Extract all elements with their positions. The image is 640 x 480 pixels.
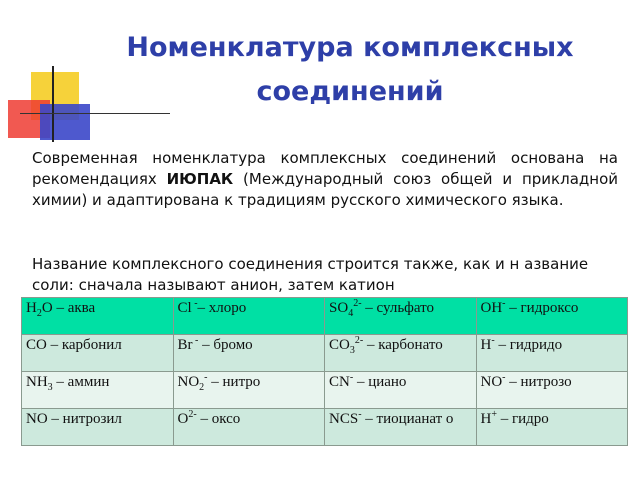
- ligand-table-body: [22, 298, 628, 446]
- ligand-name: – аммин: [52, 374, 110, 390]
- ligand-row: [22, 298, 628, 335]
- ligand-row: [22, 372, 628, 409]
- ligand-formula: O: [41, 300, 53, 316]
- ligand-formula: O: [177, 411, 189, 427]
- ligand-cell: [22, 298, 174, 335]
- ligand-name: – карбонато: [363, 337, 443, 353]
- ligand-name: – карбонил: [46, 337, 122, 353]
- ligand-formula: NCS: [329, 411, 359, 427]
- ligand-formula: OH: [480, 300, 503, 316]
- ligand-formula: H: [26, 300, 37, 316]
- ligand-formula: H: [480, 337, 492, 353]
- ligand-charge: 2-: [188, 409, 197, 420]
- slide-title-line2: соединений: [256, 76, 444, 107]
- ligand-charge: -: [502, 372, 506, 383]
- ligand-charge: 2-: [353, 298, 362, 309]
- ligand-formula: CO: [26, 337, 47, 353]
- ligand-cell: [325, 409, 477, 446]
- ligand-cell: [173, 298, 325, 335]
- slide-title: [70, 26, 630, 114]
- ligand-cell: [325, 335, 477, 372]
- ligand-formula: SO: [329, 300, 349, 316]
- ligand-formula: H: [480, 411, 492, 427]
- ligand-subscript: 2: [36, 308, 42, 319]
- ligand-subscript: 4: [348, 308, 354, 319]
- ligand-row: [22, 335, 628, 372]
- ligand-charge: -: [349, 372, 354, 383]
- ligand-charge: -: [502, 298, 506, 309]
- ligand-cell: [22, 372, 174, 409]
- ligand-name: – аква: [52, 300, 96, 316]
- ligand-cell: [22, 335, 174, 372]
- ligand-formula: Br: [177, 337, 193, 353]
- ligand-cell: [476, 372, 628, 409]
- ligand-formula: CN: [329, 374, 350, 390]
- ligand-formula: CO: [329, 337, 350, 353]
- ligand-name: – оксо: [196, 411, 241, 427]
- ligand-charge: -: [204, 372, 208, 383]
- ligand-cell: [173, 372, 325, 409]
- ligand-charge: -: [191, 298, 198, 309]
- ligand-formula: NO: [480, 374, 503, 390]
- ligand-formula: NO: [177, 374, 200, 390]
- ligand-cell: [173, 409, 325, 446]
- ligand-charge: -: [192, 335, 199, 346]
- ligand-charge: 2-: [354, 335, 364, 346]
- ligand-name: – тиоцианат о: [361, 411, 454, 427]
- intro-text-2: (Международный союз общей и прикладной химии) и адаптирована к традициям русского химического языка.: [32, 170, 619, 209]
- slide-title-line1: Номенклатура комплексных: [126, 32, 574, 63]
- ligand-table: [21, 297, 628, 446]
- ligand-row: [22, 409, 628, 446]
- ligand-name: – гидроксо: [505, 300, 579, 316]
- ligand-cell: [325, 298, 477, 335]
- ligand-name: – гидридо: [494, 337, 563, 353]
- naming-text: Название комплексного соединения строится также, как и н азвание соли: сначала называют анион, затем катион: [32, 255, 589, 294]
- ligand-name: – нитрозо: [505, 374, 572, 390]
- ligand-name: – нитро: [207, 374, 261, 390]
- decor-vertical-line: [52, 66, 54, 142]
- naming-paragraph: [32, 254, 618, 298]
- ligand-cell: [325, 372, 477, 409]
- ligand-cell: [476, 335, 628, 372]
- ligand-charge: +: [491, 409, 497, 420]
- intro-paragraph: [32, 148, 618, 211]
- ligand-name: – нитрозил: [47, 411, 122, 427]
- intro-text-1: Современная номенклатура комплексных соединений основана на рекомендациях: [32, 149, 618, 188]
- ligand-cell: [22, 409, 174, 446]
- ligand-formula: Cl: [177, 300, 192, 316]
- iupac-term: ИЮПАК: [166, 170, 234, 188]
- ligand-subscript: 3: [349, 345, 355, 356]
- ligand-cell: [476, 298, 628, 335]
- ligand-name: – гидро: [496, 411, 549, 427]
- ligand-name: – хлоро: [197, 300, 247, 316]
- ligand-name: – циано: [353, 374, 407, 390]
- ligand-formula: NH: [26, 374, 48, 390]
- ligand-charge: -: [358, 409, 362, 420]
- ligand-name: – сульфато: [361, 300, 435, 316]
- ligand-cell: [173, 335, 325, 372]
- ligand-subscript: 2: [199, 382, 205, 393]
- ligand-cell: [476, 409, 628, 446]
- ligand-name: – бромо: [198, 337, 253, 353]
- ligand-formula: NO: [26, 411, 48, 427]
- ligand-charge: -: [491, 335, 495, 346]
- ligand-subscript: 3: [47, 382, 53, 393]
